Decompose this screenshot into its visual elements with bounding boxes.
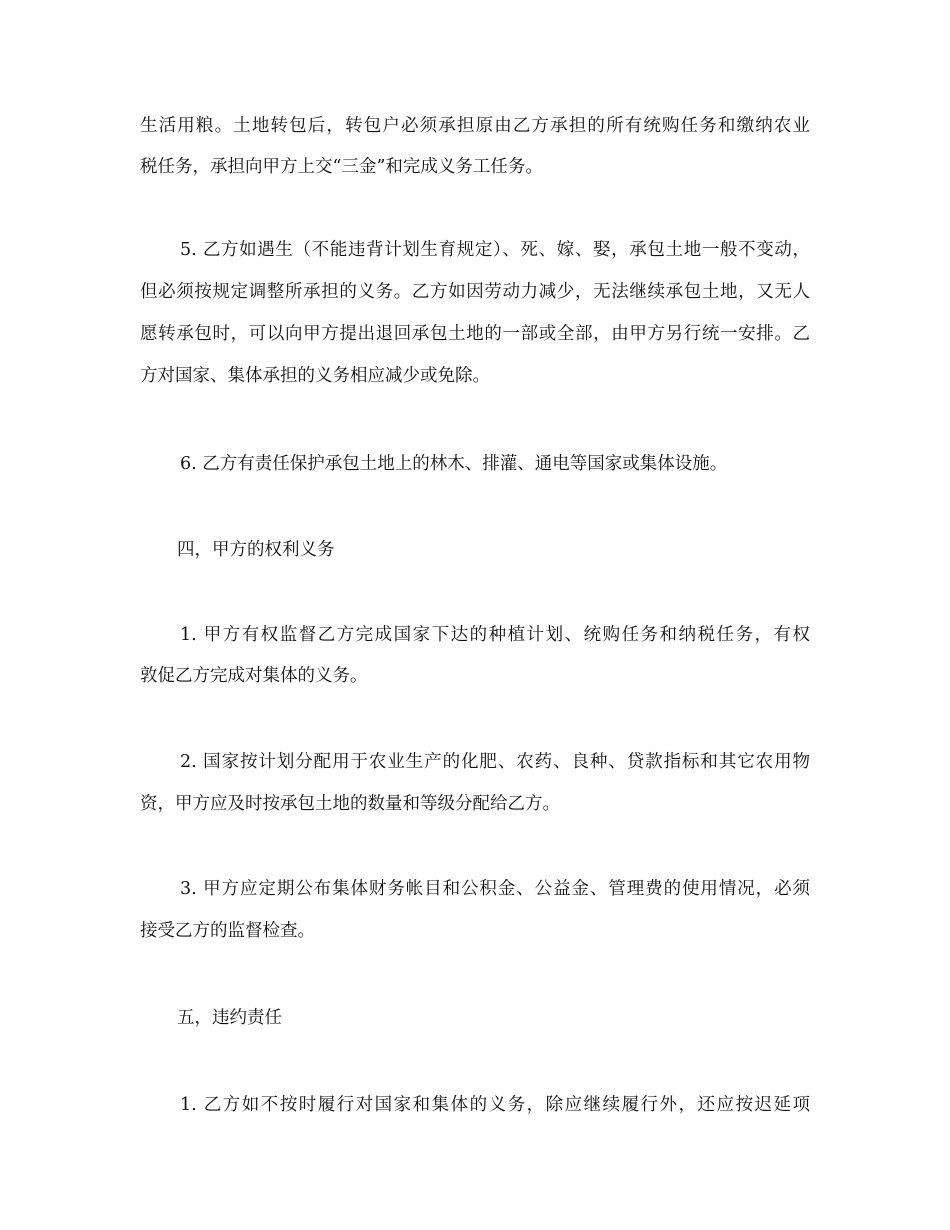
paragraph-line: 生活用粮。土地转包后，转包户必须承担原由乙方承担的所有统购任务和缴纳农业 <box>140 116 810 136</box>
clause-1-first-line: 1. 乙方如不按时履行对国家和集体的义务，除应继续履行外，还应按迟延项 <box>180 1095 810 1115</box>
clause-6: 6. 乙方有责任保护承包土地上的林木、排灌、通电等国家或集体设施。 <box>180 454 728 474</box>
paragraph-line: 方对国家、集体承担的义务相应减少或免除。 <box>140 366 490 386</box>
clause-3-first-line: 3. 甲方应定期公布集体财务帐目和公积金、公益金、管理费的使用情况，必须 <box>180 879 810 899</box>
clause-2-first-line: 2. 国家按计划分配用于农业生产的化肥、农药、良种、贷款指标和其它农用物 <box>180 752 810 772</box>
section-heading-5: 五，违约责任 <box>177 1008 282 1028</box>
paragraph-line: 资，甲方应及时按承包土地的数量和等级分配给乙方。 <box>140 794 560 814</box>
paragraph-line: 接受乙方的监督检查。 <box>140 921 315 941</box>
clause-5-first-line: 5. 乙方如遇生（不能违背计划生育规定）、死、嫁、娶，承包土地一般不变动， <box>180 240 810 260</box>
section-heading-4: 四，甲方的权利义务 <box>177 540 335 560</box>
paragraph-line: 敦促乙方完成对集体的义务。 <box>140 666 368 686</box>
clause-1-first-line: 1. 甲方有权监督乙方完成国家下达的种植计划、统购任务和纳税任务，有权 <box>180 625 810 645</box>
paragraph-line: 但必须按规定调整所承担的义务。乙方如因劳动力减少，无法继续承包土地，又无人 <box>140 282 810 302</box>
paragraph-line: 税任务，承担向甲方上交“三金”和完成义务工任务。 <box>140 157 543 177</box>
paragraph-line: 愿转承包时，可以向甲方提出退回承包土地的一部或全部，由甲方另行统一安排。乙 <box>140 324 810 344</box>
